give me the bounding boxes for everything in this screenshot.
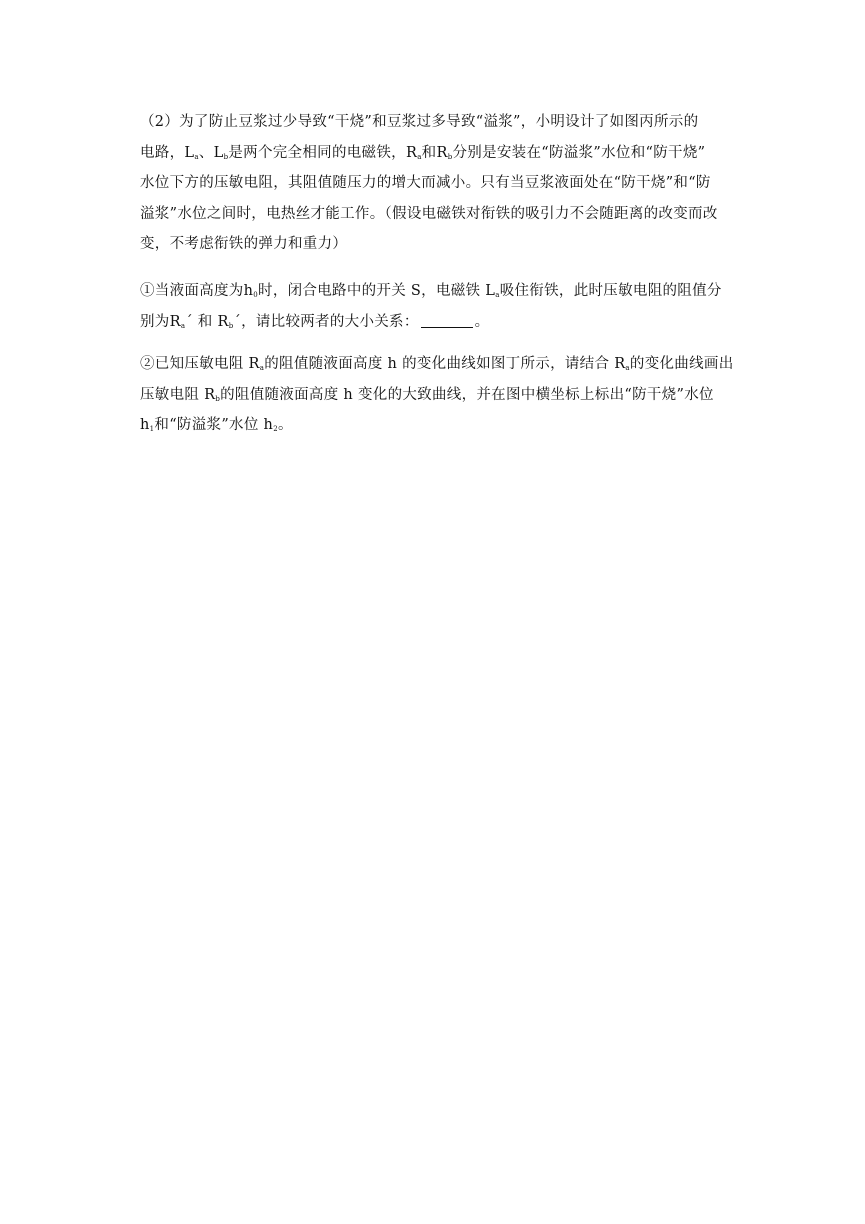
question-part-2 bbox=[140, 349, 740, 441]
text-line: 电路，$L_a$、$L_b$是两个完全相同的电磁铁，$R_a$和$R_b$分别是安装在“防溢浆”水位和“防干烧” bbox=[140, 144, 706, 161]
text-line: 溢浆”水位之间时，电热丝才能工作。（假设电磁铁对衔铁的吸引力不会随距离的改变而改 bbox=[140, 205, 718, 222]
text-line: 压敏电阻 $R_b$的阻值随液面高度 h 变化的大致曲线，并在图中横坐标上标出“防干烧”水位 bbox=[140, 386, 714, 403]
question-part-1 bbox=[140, 276, 740, 337]
text-line: 变，不考虑衔铁的弹力和重力） bbox=[140, 236, 348, 252]
answer-blank[interactable] bbox=[421, 313, 473, 328]
text-line: 别为$R_a´$ 和 $R_b´$，请比较两者的大小关系： 。 bbox=[140, 313, 490, 330]
question-intro bbox=[140, 107, 740, 260]
text-line: 水位下方的压敏电阻，其阻值随压力的增大而减小。只有当豆浆液面处在“防干烧”和“防 bbox=[140, 175, 711, 191]
text-line: ①当液面高度为$h_0$时，闭合电路中的开关 S，电磁铁 $L_a$吸住衔铁，此时压敏电阻的阻值分 bbox=[140, 283, 722, 299]
text-line: ②已知压敏电阻 $R_a$的阻值随液面高度 h 的变化曲线如图丁所示，请结合 $R_a$的变化曲线画出 bbox=[140, 356, 734, 372]
text-line: （2）为了防止豆浆过少导致“干烧”和豆浆过多导致“溢浆”，小明设计了如图丙所示的 bbox=[140, 114, 699, 130]
text-line: $h_1$和“防溢浆”水位 $h_2$。 bbox=[140, 417, 293, 433]
